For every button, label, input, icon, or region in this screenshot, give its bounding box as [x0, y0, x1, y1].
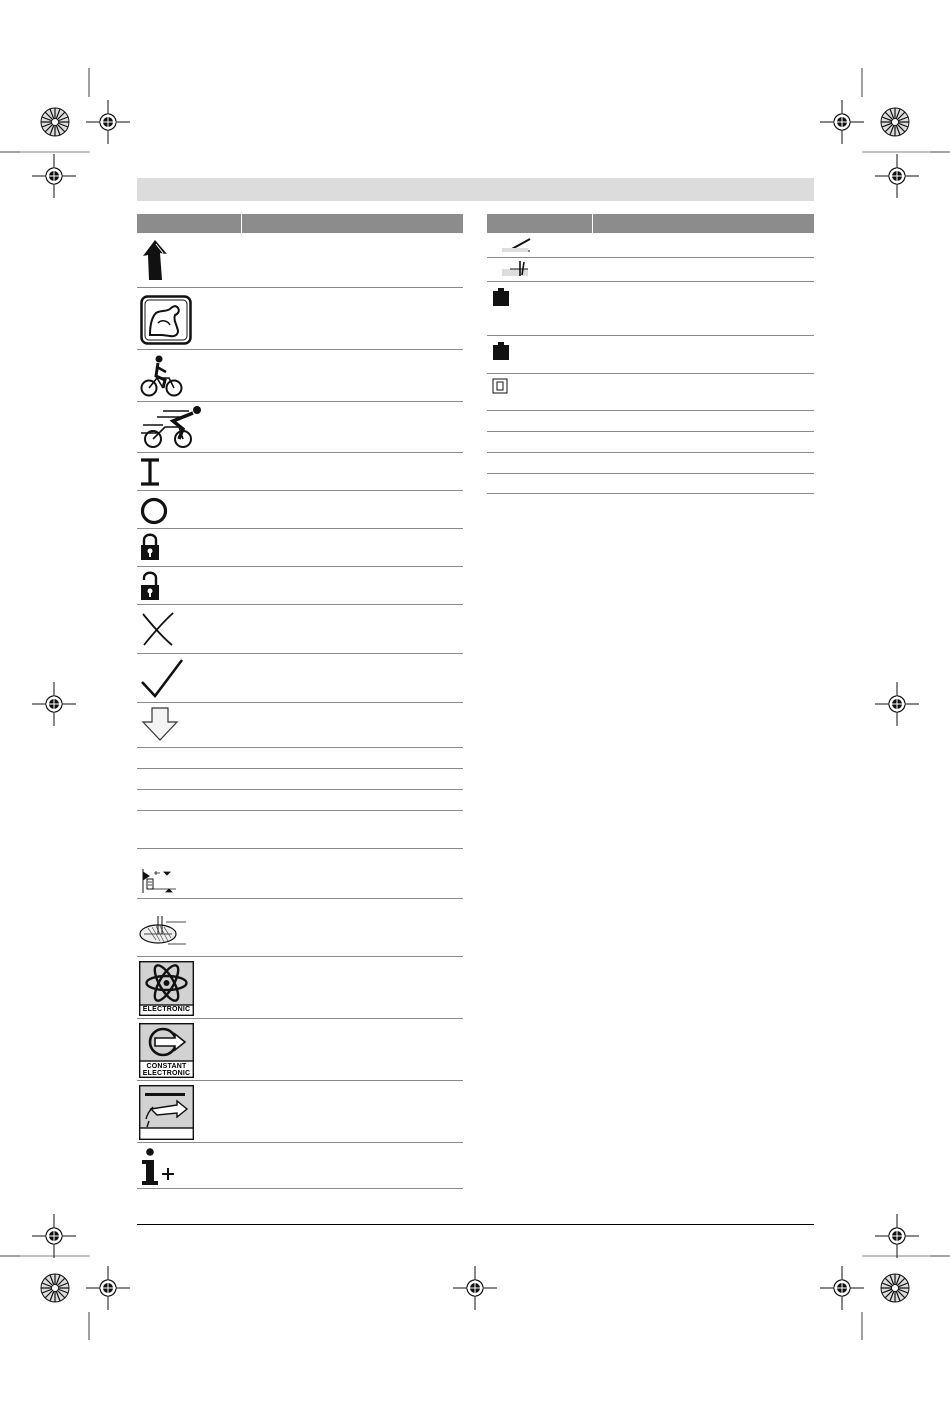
constant-electronic-label-line1: CONSTANT — [146, 1063, 187, 1070]
constant-electronic-label-line2: ELECTRONIC — [142, 1070, 191, 1077]
electronic-icon-label: ELECTRONIC — [142, 1006, 191, 1013]
